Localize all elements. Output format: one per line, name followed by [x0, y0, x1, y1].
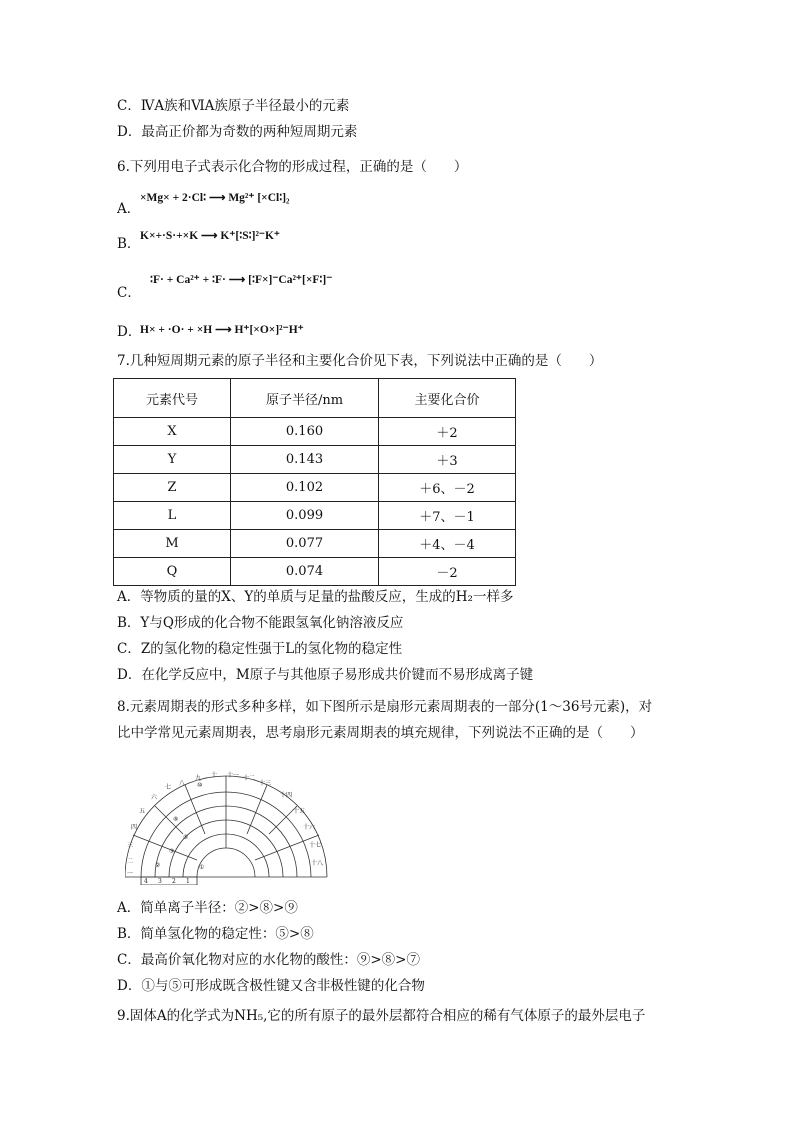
table-cell: ＋6、－2 — [379, 474, 516, 502]
fan-marker: ① — [199, 864, 205, 871]
fan-left-label: 五 — [139, 808, 146, 815]
q9-stem: 9.固体A的化学式为NH₅,它的所有原子的最外层都符合相应的稀有气体原子的最外层电子 — [117, 1008, 646, 1024]
q8-option-d: D．①与⑤可形成既含极性键又含非极性键的化合物 — [117, 978, 425, 994]
fan-periodic-table — [125, 755, 330, 885]
q6-formula-c: ∶F· + Ca²⁺ + ∶F· ⟶ [∶F×]⁻Ca²⁺[×F∶]⁻ — [150, 274, 333, 286]
q8-stem-line2: 比中学常见元素周期表，思考扇形元素周期表的填充规律，下列说法不正确的是（ ） — [117, 725, 644, 741]
fan-top-label: 十七 — [309, 842, 322, 849]
table-cell: 0.143 — [231, 446, 379, 474]
q7-option-b: B．Y与Q形成的化合物不能跟氢氧化钠溶液反应 — [117, 615, 404, 631]
fan-bottom-number: 2 — [172, 878, 176, 885]
q6-formula-a: ×Mg× + 2·Cl∶ ⟶ Mg²⁺ [×Cl∶]₂ — [140, 192, 290, 204]
table-cell: ＋4、－4 — [379, 530, 516, 558]
fan-bottom-number: 3 — [158, 878, 162, 885]
table-row — [114, 418, 516, 446]
q7-option-c: C．Z的氢化物的稳定性强于L的氢化物的稳定性 — [117, 641, 403, 657]
q6-label-a: A． — [117, 201, 141, 217]
table-cell: Z — [114, 474, 231, 502]
fan-marker: ② — [155, 862, 161, 869]
fan-left-label: 三 — [127, 842, 134, 849]
q8-stem-line1: 8.元素周期表的形式多种多样，如下图所示是扇形元素周期表的一部分(1～36号元素)，对 — [117, 699, 653, 715]
table-cell: 0.074 — [231, 558, 379, 586]
fan-marker: ⑩ — [197, 782, 203, 789]
q6-label-b: B． — [117, 236, 141, 252]
table-cell: 0.077 — [231, 530, 379, 558]
table-header-row — [114, 379, 516, 418]
fan-top-label: 十 — [211, 772, 218, 779]
fan-bottom-number: 1 — [186, 878, 190, 885]
table-row — [114, 474, 516, 502]
table-cell: 0.102 — [231, 474, 379, 502]
fan-top-label: 十八 — [311, 860, 324, 867]
table-cell: ＋2 — [379, 418, 516, 446]
q6-label-d: D． — [117, 324, 142, 340]
table-cell: 0.099 — [231, 502, 379, 530]
fan-left-label: 四 — [131, 824, 138, 831]
table-header: 元素代号 — [114, 379, 231, 418]
fan-top-label: 十二 — [243, 775, 256, 782]
q5-option-d: D．最高正价都为奇数的两种短周期元素 — [117, 124, 358, 140]
q6-formula-d: H× + ·O· + ×H ⟶ H⁺[×O×]²⁻H⁺ — [140, 324, 304, 336]
fan-left-label: 一 — [127, 870, 134, 877]
fan-top-label: 十一 — [227, 772, 240, 779]
fan-marker: ⑤ — [183, 834, 189, 841]
table-cell: Y — [114, 446, 231, 474]
table-cell: ＋3 — [379, 446, 516, 474]
q5-option-c: C．ⅣA族和ⅥA族原子半径最小的元素 — [117, 98, 350, 114]
q6-formula-b: K×+·S·+×K ⟶ K⁺[∶S∶]²⁻K⁺ — [140, 230, 280, 242]
table-row — [114, 446, 516, 474]
table-cell: L — [114, 502, 231, 530]
fan-marker: ③ — [169, 848, 175, 855]
q6-stem: 6.下列用电子式表示化合物的形成过程，正确的是（ ） — [117, 159, 468, 175]
q8-option-b: B．简单氢化物的稳定性：⑤>⑧ — [117, 926, 314, 942]
table-cell: Q — [114, 558, 231, 586]
q7-option-d: D．在化学反应中，M原子与其他原子易形成共价键而不易形成离子键 — [117, 667, 534, 683]
q8-option-a: A．简单离子半径：②>⑧>⑨ — [117, 900, 298, 916]
fan-top-label: 八 — [179, 780, 186, 787]
table-row — [114, 530, 516, 558]
fan-top-label: 十三 — [259, 780, 272, 787]
fan-top-label: 九 — [195, 775, 202, 782]
fan-left-label: 六 — [151, 794, 158, 801]
q7-table — [113, 378, 516, 586]
table-cell: X — [114, 418, 231, 446]
fan-top-label: 十五 — [293, 808, 306, 815]
table-cell: ＋7、－1 — [379, 502, 516, 530]
fan-bottom-number: 4 — [144, 878, 148, 885]
table-row — [114, 502, 516, 530]
table-cell: －2 — [379, 558, 516, 586]
fan-left-label: 七 — [165, 784, 172, 791]
table-header: 主要化合价 — [379, 379, 516, 418]
q7-option-a: A．等物质的量的X、Y的单质与足量的盐酸反应，生成的H₂一样多 — [117, 589, 514, 605]
q6-label-c: C． — [117, 285, 141, 301]
fan-marker: ⑧ — [173, 816, 179, 823]
table-header: 原子半径/nm — [231, 379, 379, 418]
table-cell: 0.160 — [231, 418, 379, 446]
fan-top-label: 十四 — [280, 792, 293, 799]
fan-left-label: 二 — [127, 858, 134, 865]
table-cell: M — [114, 530, 231, 558]
table-row — [114, 558, 516, 586]
q7-stem: 7.几种短周期元素的原子半径和主要化合价见下表，下列说法中正确的是（ ） — [117, 353, 603, 369]
q8-option-c: C．最高价氧化物对应的水化物的酸性：⑨>⑧>⑦ — [117, 952, 420, 968]
fan-top-label: 十六 — [303, 824, 316, 831]
